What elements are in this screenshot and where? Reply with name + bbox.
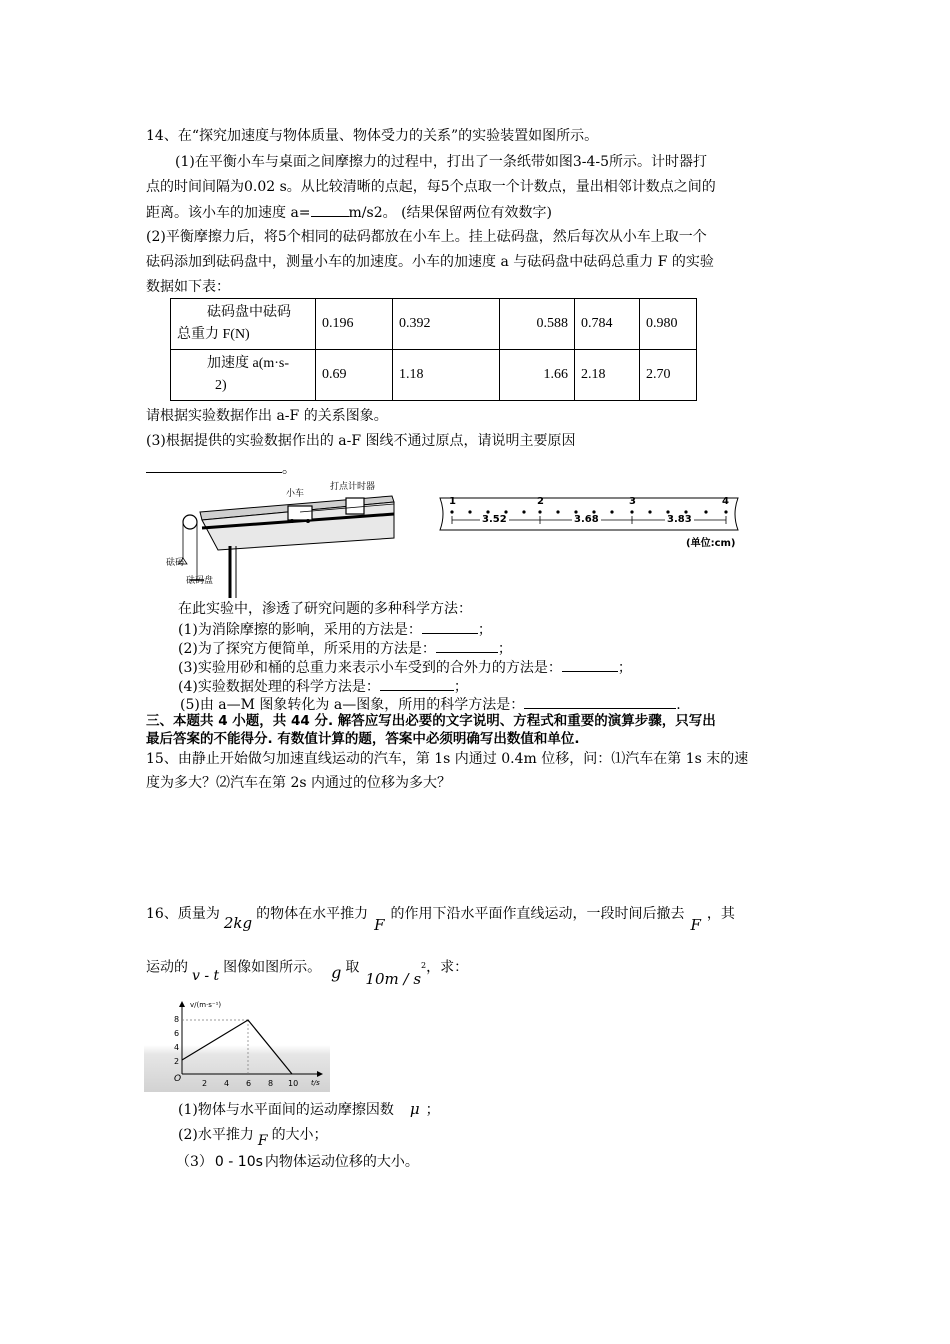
header-line: 加速度 a(m·s- (207, 356, 290, 371)
label-timer: 打点计时器 (330, 482, 376, 492)
g-symbol: g (331, 962, 342, 982)
table-row (171, 299, 697, 350)
answer-blank (436, 638, 498, 653)
tape-gap: 3.52 (482, 514, 507, 525)
method-text: (4)实验数据处理的科学方法是： (178, 679, 380, 695)
method-text: (3)实验用砂和桶的总重力来表示小车受到的合外力的方法是： (178, 660, 562, 676)
method-3 (178, 657, 632, 678)
tape-gap: 3.83 (667, 514, 692, 525)
tape-unit: (单位:cm) (686, 538, 736, 549)
data-table (170, 298, 697, 401)
punct: ； (453, 679, 468, 695)
answer-blank (146, 458, 282, 473)
method-text: (1)为消除摩擦的影响，采用的方法是： (178, 622, 422, 638)
method-text: (2)为了探究方便简单，所采用的方法是： (178, 641, 436, 657)
q14-after-table: 请根据实验数据作出 a-F 的关系图象。 (146, 408, 388, 424)
q16-text: 的物体在水平推力 (256, 906, 369, 922)
answer-blank (311, 202, 349, 217)
table-cell: 2.18 (575, 350, 640, 401)
graph-xtick: 4 (224, 1079, 230, 1088)
force-symbol: F (374, 916, 385, 934)
time-range: 0 - 10s (214, 1154, 263, 1170)
q14-p2-line2: 砝码添加到砝码盘中，测量小车的加速度。小车的加速度 a 与砝码盘中砝码总重力 F 的实验 (146, 254, 714, 270)
vt-symbol: v - t (192, 967, 220, 984)
graph-ytick: 6 (174, 1029, 180, 1038)
mu-symbol: μ (409, 1100, 420, 1118)
q16-line1 (146, 903, 735, 934)
q14-p3-blank-line (146, 458, 296, 479)
answer-blank (524, 694, 676, 709)
label-weight: 砝码 (166, 558, 185, 568)
table-cell: 2.70 (640, 350, 697, 401)
q14-p1-line3-b: m/s2。 (结果保留两位有效数字) (348, 205, 552, 221)
force-symbol: F (257, 1133, 268, 1149)
graph-xtick: 2 (202, 1079, 208, 1088)
punct: ； (477, 622, 492, 638)
methods-intro: 在此实验中，渗透了研究问题的多种科学方法： (178, 601, 472, 617)
q14-p3: (3)根据提供的实验数据作出的 a-F 图线不通过原点，请说明主要原因 (146, 433, 576, 449)
graph-ytick: 8 (174, 1015, 180, 1024)
q16-sub3 (176, 1152, 419, 1172)
q16-text: ，求： (426, 959, 469, 976)
table-header-acceleration (171, 350, 316, 401)
q16-text: 的作用下沿水平面作直线运动，一段时间后撤去 (390, 906, 685, 922)
tape-point: 1 (449, 496, 456, 507)
tape-gap: 3.68 (574, 514, 599, 525)
header-line: 砝码盘中砝码 (207, 305, 291, 320)
q14-p2-line1: (2)平衡摩擦力后，将5个相同的砝码都放在小车上。挂上砝码盘，然后每次从小车上取一个 (146, 229, 707, 245)
q16-text: 16、质量为 (146, 906, 220, 922)
force-symbol: F (690, 916, 701, 934)
q16-text: ，其 (706, 906, 735, 922)
punct: ； (617, 660, 632, 676)
graph-origin: O (174, 1074, 182, 1084)
q16-text: (1)物体与水平面间的运动摩擦因数 (178, 1102, 394, 1118)
graph-ytick: 2 (174, 1057, 180, 1066)
q16-line2 (146, 954, 469, 988)
table-cell: 0.980 (640, 299, 697, 350)
q16-text: 的大小； (271, 1127, 328, 1143)
q16-text: 运动的 (146, 959, 188, 976)
g-value: 10m / s (365, 969, 422, 988)
q16-text: 内物体运动位移的大小。 (264, 1154, 419, 1170)
q14-p2-line3: 数据如下表： (146, 279, 230, 295)
section3-line2: 最后答案的不能得分. 有数值计算的题，答案中必须明确写出数值和单位. (146, 731, 580, 747)
punct: 。 (282, 461, 296, 477)
answer-blank (422, 619, 478, 634)
table-cell: 1.66 (500, 350, 575, 401)
graph-xlabel: t/s (311, 1079, 320, 1087)
punct: . (676, 697, 681, 713)
q16-sub2 (178, 1125, 328, 1149)
label-pan: 砝码盘 (186, 576, 214, 586)
table-cell: 0.784 (575, 299, 640, 350)
header-line: 总重力 F(N) (177, 327, 250, 342)
q16-sub1 (178, 1099, 440, 1120)
q16-text: （3） (176, 1154, 213, 1170)
q15-line1: 15、由静止开始做匀加速直线运动的汽车，第 1s 内通过 0.4m 位移，问：⑴汽车在第 1s 末的速 (146, 751, 749, 767)
mass-symbol: 2kg (223, 914, 253, 932)
q15-line2: 度为多大？⑵汽车在第 2s 内通过的位移为多大？ (146, 775, 451, 791)
table-header-force (171, 299, 316, 350)
header-line: 2) (215, 378, 227, 393)
q14-p1-line3-a: 距离。该小车的加速度 a= (146, 205, 311, 221)
graph-ytick: 4 (174, 1043, 180, 1052)
q14-p1-line1: (1)在平衡小车与桌面之间摩擦力的过程中，打出了一条纸带如图3-4-5所示。计时器打 (175, 154, 708, 170)
table-cell: 1.18 (393, 350, 500, 401)
table-row (171, 350, 697, 401)
method-2 (178, 638, 512, 659)
punct: ； (497, 641, 512, 657)
graph-xtick: 8 (268, 1079, 274, 1088)
section3-line1: 三、本题共 4 小题，共 44 分. 解答应写出必要的文字说明、方程式和重要的演算步骤，只写出 (146, 713, 716, 729)
table-cell: 0.588 (500, 299, 575, 350)
q16-text: 图像如图所示。 (223, 959, 322, 976)
graph-xtick: 6 (246, 1079, 252, 1088)
tape-point: 4 (722, 496, 729, 507)
q16-text: 取 (345, 959, 360, 976)
table-cell: 0.196 (316, 299, 393, 350)
answer-blank (380, 676, 454, 691)
q14-title: 14、在“探究加速度与物体质量、物体受力的关系”的实验装置如图所示。 (146, 128, 599, 144)
method-text: (5)由 a—M 图象转化为 a—图象，所用的科学方法是： (180, 697, 525, 713)
answer-blank (562, 657, 618, 672)
g-exponent: 2 (421, 961, 427, 970)
label-car: 小车 (286, 489, 305, 499)
graph-ylabel: v/(m·s⁻¹) (190, 1001, 222, 1009)
tape-point: 3 (629, 496, 636, 507)
tape-point: 2 (537, 496, 544, 507)
q14-p1-line2: 点的时间间隔为0.02 s。从比较清晰的点起，每5个点取一个计数点，量出相邻计数点之间的 (146, 179, 716, 195)
table-cell: 0.69 (316, 350, 393, 401)
method-1 (178, 619, 492, 640)
vt-graph (144, 998, 330, 1092)
graph-xtick: 10 (288, 1079, 299, 1088)
table-cell: 0.392 (393, 299, 500, 350)
q16-text: ； (425, 1102, 440, 1118)
q16-text: (2)水平推力 (178, 1127, 254, 1143)
q14-p1-line3 (146, 202, 552, 223)
